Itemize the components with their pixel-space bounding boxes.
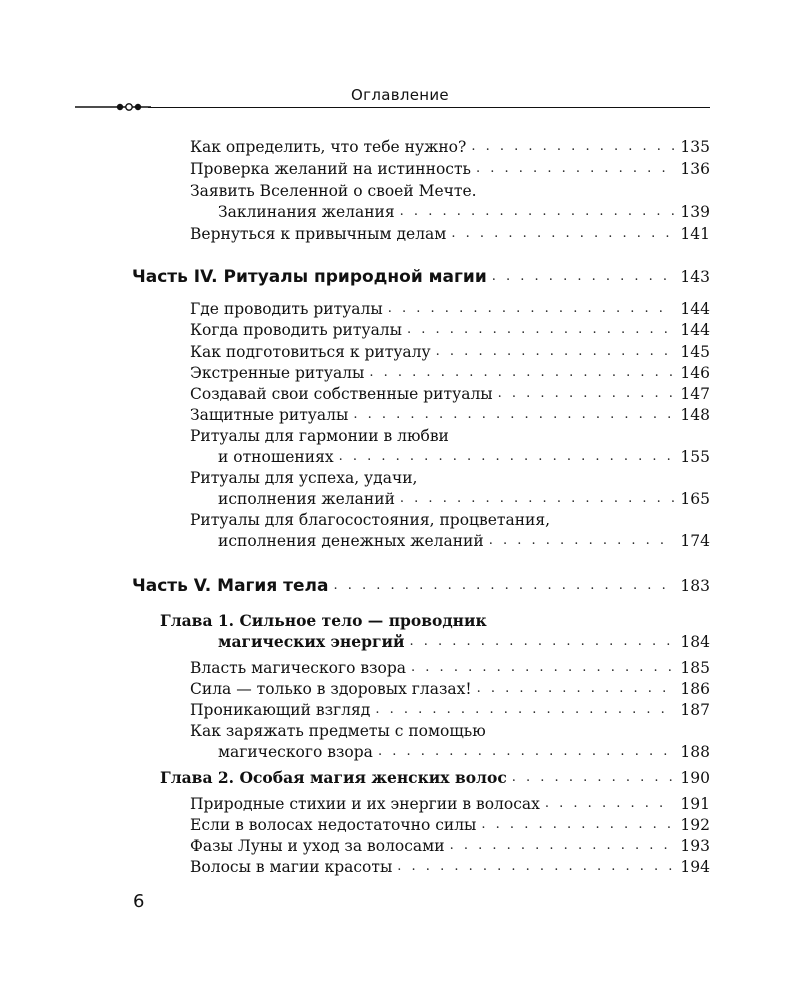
toc-entry[interactable]: Заклинания желания . . . 139 (218, 201, 710, 223)
toc-entry[interactable]: Сила — только в здоровых глазах! . . . 186 (190, 678, 710, 700)
toc-entry[interactable]: Фазы Луны и уход за волосами . . . 193 (190, 835, 710, 857)
toc-entry[interactable]: и отношениях . . . 155 (218, 446, 710, 468)
toc-entry[interactable]: Защитные ритуалы . . . 148 (190, 404, 710, 426)
toc-entry-line[interactable]: Ритуалы для благосостояния, процветания, (190, 511, 551, 529)
part-title: . Магия тела (204, 576, 329, 596)
page-number: 6 (133, 891, 145, 912)
toc-entry-line[interactable]: Ритуалы для успеха, удачи, (190, 469, 418, 487)
toc-entry[interactable]: магического взора . . . 188 (218, 741, 710, 763)
toc-part-heading[interactable]: Часть V. Магия тела . . . 183 (132, 575, 710, 597)
toc-entry[interactable]: Когда проводить ритуалы . . . 144 (190, 319, 710, 341)
toc-entry-line[interactable]: Заявить Вселенной о своей Мечте. (190, 182, 477, 200)
toc-entry-line[interactable]: Ритуалы для гармонии в любви (190, 427, 449, 445)
toc-entry-line[interactable]: Как заряжать предметы с помощью (190, 722, 486, 740)
toc-entry[interactable]: Природные стихии и их энергии в волосах . . . 191 (190, 793, 710, 815)
toc-entry[interactable]: Власть магического взора . . . 185 (190, 657, 710, 679)
toc-entry[interactable]: Как подготовиться к ритуалу . . . 145 (190, 341, 710, 363)
part-title: . Ритуалы природной магии (211, 267, 487, 287)
toc-entry[interactable]: Где проводить ритуалы . . . 144 (190, 298, 710, 320)
toc-part-heading[interactable]: Часть IV. Ритуалы природной магии . . . 143 (132, 266, 710, 288)
toc-chapter[interactable]: магических энергий . . . 184 (218, 631, 710, 653)
toc-entry[interactable]: Если в волосах недостаточно силы . . . 192 (190, 814, 710, 836)
running-head: Оглавление (351, 86, 449, 104)
toc-chapter[interactable]: Глава 2. Особая магия женских волос . . . 190 (160, 767, 710, 789)
toc-entry[interactable]: Создавай свои собственные ритуалы . . . 147 (190, 383, 710, 405)
header-rule (148, 107, 710, 108)
part-label: Часть V (132, 576, 205, 596)
toc-entry[interactable]: Экстренные ритуалы . . . 146 (190, 362, 710, 384)
toc-chapter-line[interactable]: Глава 1. Сильное тело — проводник (160, 611, 487, 630)
toc-entry[interactable]: Проникающий взгляд . . . 187 (190, 699, 710, 721)
toc-entry[interactable]: исполнения желаний . . . 165 (218, 488, 710, 510)
ornament-icon (75, 101, 151, 113)
part-label: Часть IV (132, 267, 212, 287)
toc-entry[interactable]: Как определить, что тебе нужно? . . . 135 (190, 136, 710, 158)
toc-entry[interactable]: Вернуться к привычным делам . . . 141 (190, 223, 710, 245)
toc-entry[interactable]: исполнения денежных желаний . . . 174 (218, 530, 710, 552)
toc-entry[interactable]: Проверка желаний на истинность . . . 136 (190, 158, 710, 180)
toc-entry[interactable]: Волосы в магии красоты . . . 194 (190, 856, 710, 878)
